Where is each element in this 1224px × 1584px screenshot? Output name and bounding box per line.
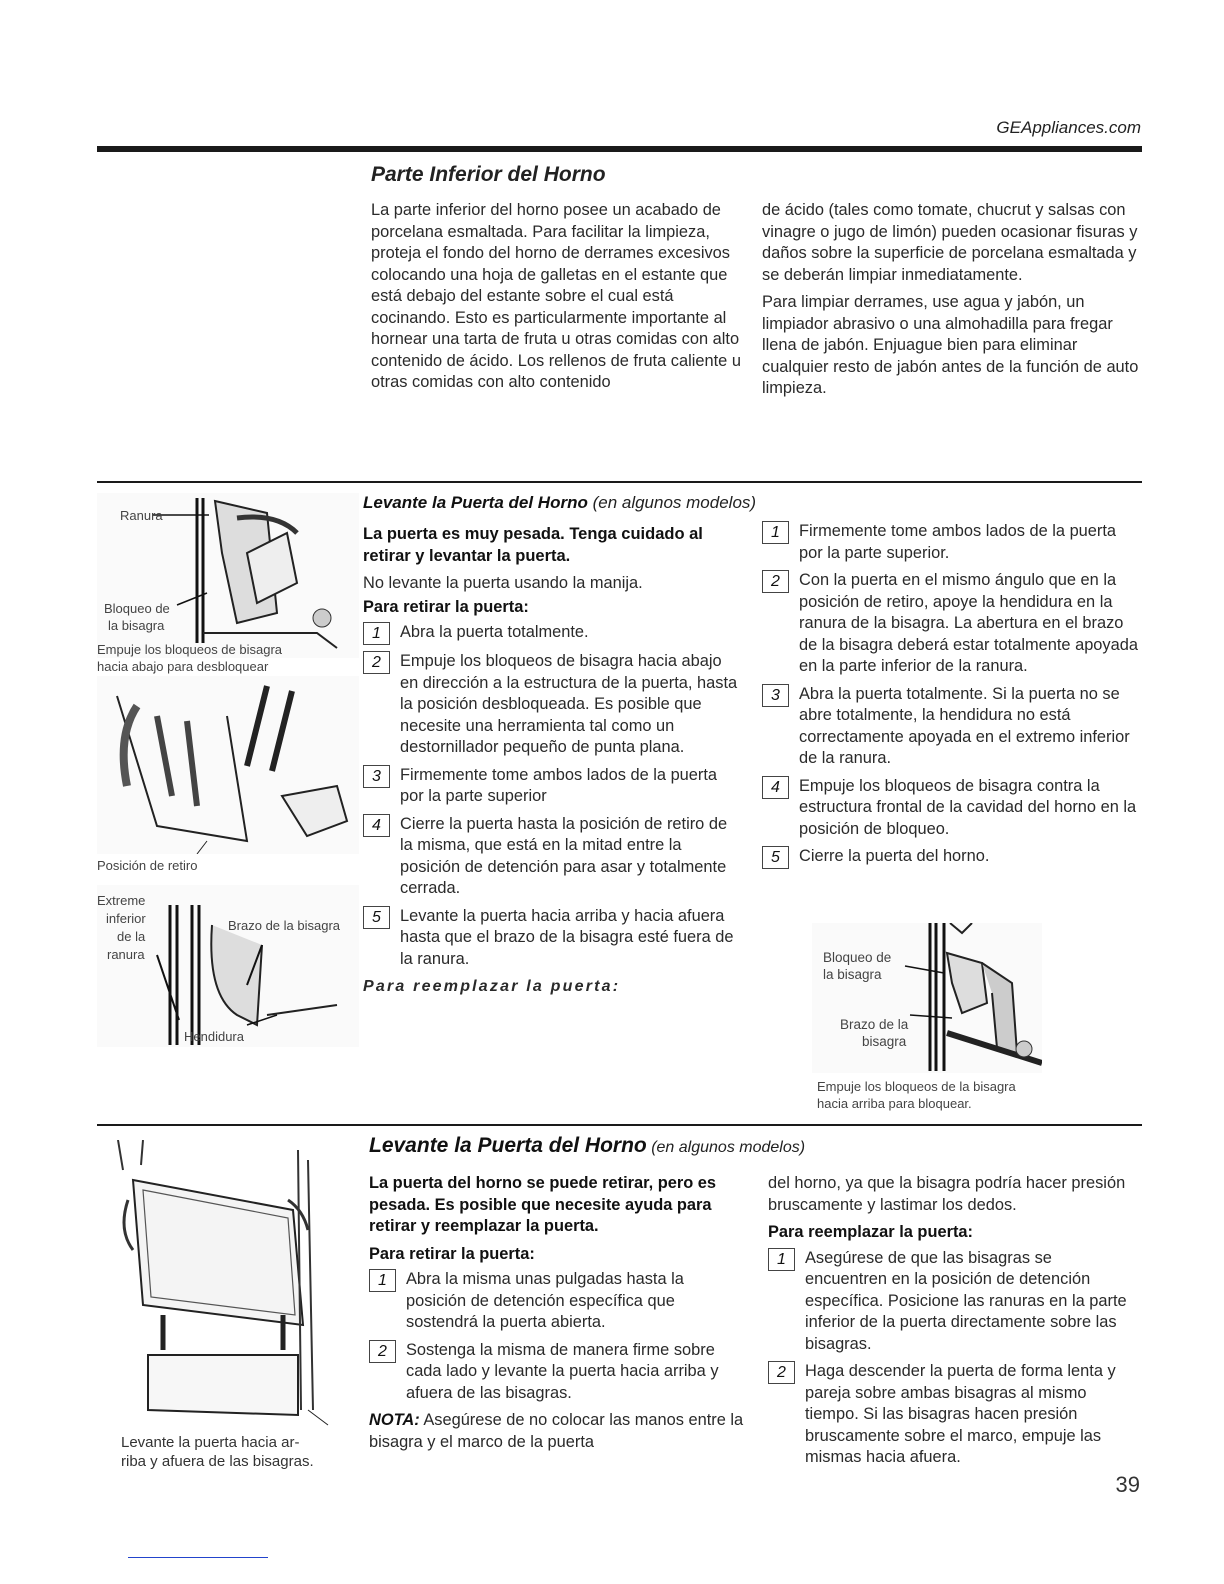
step-item	[369, 1269, 747, 1334]
remove-steps-list	[369, 1269, 747, 1404]
replace-steps-list	[762, 521, 1142, 869]
label-bisagra: bisagra	[862, 1034, 907, 1049]
step-text: Abra la misma unas pulgadas hasta la posición de detención específica que sostendrá la puerta abierta.	[406, 1270, 684, 1331]
intro-text: del horno, ya que la bisagra podría hacer presión bruscamente y lastimar los dedos.	[768, 1174, 1126, 1214]
lift-door-off-hinges-illustration	[103, 1140, 343, 1430]
step-number: 4	[363, 814, 390, 837]
step-text: Asegúrese de que las bisagras se encuentren en la posición de detención específica. Posicione las ranuras en la parte inferior de la puerta directamente sobre las bisagras.	[805, 1248, 1127, 1353]
step-number: 1	[768, 1248, 795, 1271]
label-ranura: Ranura	[120, 508, 163, 523]
remove-heading: Para retirar la puerta:	[369, 1244, 535, 1263]
section2-col2	[762, 521, 1142, 875]
fig5-caption-line1: Levante la puerta hacia ar-	[121, 1434, 300, 1451]
nota-text: Asegúrese de no colocar las manos entre la bisagra y el marco de la puerta	[369, 1411, 744, 1451]
step-item	[762, 521, 1142, 564]
fig1-caption-line1: Empuje los bloqueos de bisagra	[97, 642, 283, 657]
step-number: 4	[762, 776, 789, 799]
label-extreme-1: Extreme	[97, 893, 146, 908]
section-title-oven-bottom: Parte Inferior del Horno	[371, 163, 606, 186]
title-main: Levante la Puerta del Horno	[369, 1134, 647, 1157]
replace-heading-italic: Para reemplazar la puerta:	[363, 978, 621, 995]
label-bloqueo: Bloqueo de	[104, 601, 170, 616]
paragraph: La parte inferior del horno posee un acabado de porcelana esmaltada. Para facilitar la limpieza, proteja el fondo del horno de derrames excesivos colocando una hoja de galletas en el estante que está debajo del estante sobre el cual está cocinando. Esto es particularmente importante al hornear una tarta de fruta u otras comidas con alto contenido de ácido. Los rellenos de fruta caliente u otras comidas con alto contenido	[371, 201, 741, 391]
step-text: Cierre la puerta del horno.	[799, 847, 990, 865]
step-number: 2	[768, 1361, 795, 1384]
fig5-caption	[121, 1433, 314, 1471]
step-item	[762, 570, 1142, 678]
paragraph: Para limpiar derrames, use agua y jabón, un limpiador abrasivo o una almohadilla para fregar llena de jabón. Enjuague bien para eliminar cualquier resto de jabón antes de la función de auto limpieza.	[762, 293, 1139, 397]
replace-steps-list	[768, 1248, 1138, 1469]
footer-line	[128, 1557, 268, 1558]
label-extreme-2: inferior	[106, 911, 146, 926]
step-item	[762, 846, 1142, 869]
step-item	[768, 1361, 1138, 1469]
remove-heading: Para retirar la puerta:	[363, 597, 529, 616]
fig4-caption-line1: Empuje los bloqueos de la bisagra	[817, 1079, 1016, 1094]
section1-col2	[762, 200, 1140, 406]
note-text: No levante la puerta usando la manija.	[363, 574, 643, 592]
step-item	[363, 622, 743, 645]
label-extreme-3: de la	[117, 929, 146, 944]
step-text: Abra la puerta totalmente. Si la puerta no se abre totalmente, la hendidura no está correctamente apoyada en el extremo inferior de la ranura.	[799, 684, 1130, 767]
step-item	[363, 906, 743, 971]
step-text: Firmemente tome ambos lados de la puerta por la parte superior.	[799, 522, 1117, 562]
section3-col2	[768, 1173, 1138, 1475]
title-main: Levante la Puerta del Horno	[363, 493, 588, 512]
section3-col1	[369, 1173, 747, 1453]
label-bisagra: la bisagra	[823, 967, 882, 982]
step-text: Abra la puerta totalmente.	[400, 623, 589, 641]
remove-steps-list	[363, 622, 743, 970]
step-item	[762, 776, 1142, 841]
step-item	[369, 1340, 747, 1405]
fig4-caption-line2: hacia arriba para bloquear.	[817, 1096, 972, 1111]
title-suffix: (en algunos modelos)	[651, 1139, 806, 1156]
door-removal-position-illustration	[97, 676, 359, 854]
hinge-arm-slot-illustration	[97, 885, 359, 1047]
fig5-caption-line2: riba y afuera de las bisagras.	[121, 1453, 314, 1470]
step-number: 3	[762, 684, 789, 707]
page-number: 39	[1115, 1472, 1140, 1497]
site-url: GEAppliances.com	[996, 118, 1141, 137]
step-number: 2	[363, 651, 390, 674]
warning-text: La puerta es muy pesada. Tenga cuidado al retirar y levantar la puerta.	[363, 525, 703, 565]
step-item	[363, 814, 743, 900]
step-text: Con la puerta en el mismo ángulo que en la posición de retiro, apoye la hendidura en la ranura de la bisagra. La abertura en el brazo de la bisagra deberá estar totalmente apoyada en la parte inferior de la ranura.	[799, 571, 1138, 675]
label-bloqueo: Bloqueo de	[823, 950, 892, 965]
step-text: Empuje los bloqueos de bisagra contra la estructura frontal de la cavidad del horno en la posición de bloqueo.	[799, 776, 1137, 838]
section1-col1	[371, 200, 741, 400]
step-text: Firmemente tome ambos lados de la puerta por la parte superior	[400, 765, 718, 805]
warning-text: La puerta del horno se puede retirar, pero es pesada. Es posible que necesite ayuda para retirar y reemplazar la puerta.	[369, 1174, 717, 1235]
step-number: 3	[363, 765, 390, 788]
section-title-lift-door-2	[369, 1134, 805, 1158]
step-text: Empuje los bloqueos de bisagra hacia abajo en dirección a la estructura de la puerta, hasta la posición desbloqueada. Es posible que necesite una herramienta tal como un destornillador pequeño de punta plana.	[400, 652, 738, 756]
label-brazo: Brazo de la bisagra	[228, 918, 341, 933]
label-brazo: Brazo de la	[840, 1017, 909, 1032]
step-item	[363, 651, 743, 759]
step-item	[363, 765, 743, 808]
step-number: 2	[762, 570, 789, 593]
step-item	[768, 1248, 1138, 1356]
step-number: 5	[762, 846, 789, 869]
step-number: 1	[369, 1269, 396, 1292]
hinge-lock-up-illustration	[812, 923, 1042, 1073]
title-suffix: (en algunos modelos)	[592, 493, 757, 512]
paragraph: de ácido (tales como tomate, chucrut y salsas con vinagre o jugo de limón) pueden ocasionar fisuras y daños sobre la superficie de porcelana esmaltada y se deberán limpiar inmediatamente.	[762, 201, 1138, 284]
step-number: 1	[762, 521, 789, 544]
step-text: Sostenga la misma de manera firme sobre cada lado y levante la puerta hacia arriba y afuera de las bisagras.	[406, 1340, 719, 1402]
step-number: 2	[369, 1340, 396, 1363]
step-text: Haga descender la puerta de forma lenta y pareja sobre ambas bisagras al mismo tiempo. Si las bisagras hacen presión bruscamente sobre el marco, empuje las mismas hacia afuera.	[805, 1362, 1116, 1466]
step-item	[762, 684, 1142, 770]
label-extreme-4: ranura	[107, 947, 145, 962]
section-title-lift-door-1	[363, 493, 756, 513]
header-rule	[97, 146, 1142, 152]
replace-heading: Para reemplazar la puerta:	[768, 1223, 973, 1241]
step-number: 5	[363, 906, 390, 929]
label-bisagra: la bisagra	[108, 618, 165, 633]
fig1-caption-line2: hacia abajo para desbloquear	[97, 659, 269, 674]
fig2-caption: Posición de retiro	[97, 858, 198, 873]
nota-label: NOTA:	[369, 1411, 420, 1429]
step-text: Cierre la puerta hasta la posición de retiro de la misma, que está en la mitad entre la posición de detención para asar y totalmente cerrada.	[400, 814, 728, 897]
section-rule	[97, 1124, 1142, 1126]
section-rule	[97, 481, 1142, 483]
label-hendidura: Hendidura	[184, 1029, 244, 1044]
nota-paragraph	[369, 1410, 747, 1453]
section2-col1	[363, 524, 743, 998]
step-number: 1	[363, 622, 390, 645]
step-text: Levante la puerta hacia arriba y hacia afuera hasta que el brazo de la bisagra esté fuera de la ranura.	[400, 906, 734, 968]
